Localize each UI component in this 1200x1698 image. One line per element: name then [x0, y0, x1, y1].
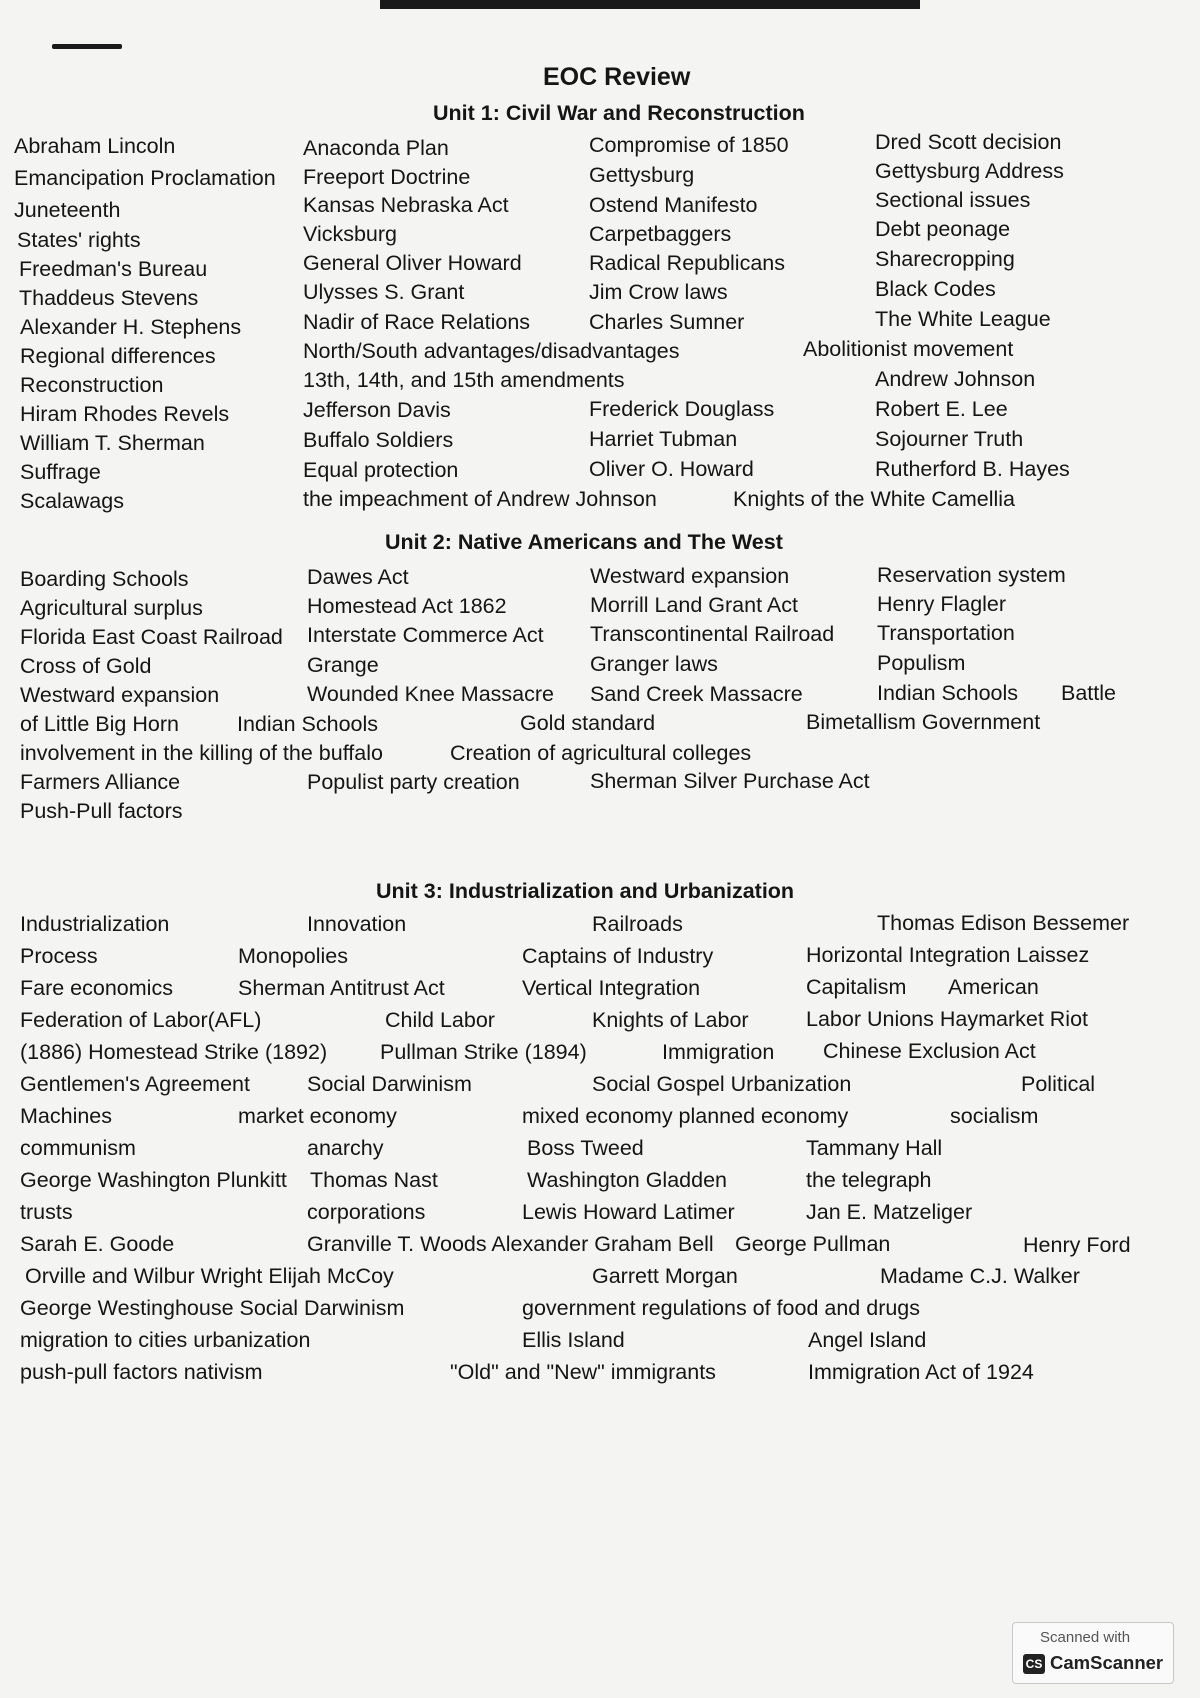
term: Pullman Strike (1894) — [380, 1040, 587, 1064]
term: Morrill Land Grant Act — [590, 593, 798, 617]
term: George Pullman — [735, 1232, 891, 1256]
term: Abolitionist movement — [803, 337, 1014, 361]
unit-heading: Unit 2: Native Americans and The West — [385, 530, 783, 554]
term: Jan E. Matzeliger — [806, 1200, 973, 1224]
term: Black Codes — [875, 277, 996, 301]
term: Political — [1021, 1072, 1096, 1096]
term: Compromise of 1850 — [589, 133, 789, 157]
term: Scalawags — [20, 489, 124, 513]
term: Knights of the White Camellia — [733, 487, 1016, 511]
term: Child Labor — [385, 1008, 495, 1032]
watermark-brand: CamScanner — [1050, 1652, 1164, 1673]
term: Thomas Edison Bessemer — [877, 911, 1130, 935]
term: involvement in the killing of the buffalo — [20, 741, 383, 765]
term: Suffrage — [20, 460, 101, 484]
term: Freedman's Bureau — [19, 257, 208, 281]
term: Carpetbaggers — [589, 222, 732, 246]
term: Cross of Gold — [20, 654, 152, 678]
term: Gettysburg Address — [875, 159, 1064, 183]
term: Captains of Industry — [522, 944, 714, 968]
term: Jim Crow laws — [589, 280, 728, 304]
term: Buffalo Soldiers — [303, 428, 454, 452]
term: Horizontal Integration Laissez — [806, 943, 1090, 967]
term: Granville T. Woods Alexander Graham Bell — [307, 1232, 714, 1256]
term: Sojourner Truth — [875, 427, 1024, 451]
term: Henry Flagler — [877, 592, 1007, 616]
term: Jefferson Davis — [303, 398, 451, 422]
term: Ostend Manifesto — [589, 193, 758, 217]
term: the impeachment of Andrew Johnson — [303, 487, 657, 511]
term: migration to cities urbanization — [20, 1328, 311, 1352]
camscanner-watermark — [1012, 1622, 1174, 1684]
term: Ulysses S. Grant — [303, 280, 465, 304]
term: Debt peonage — [875, 217, 1011, 241]
term: Knights of Labor — [592, 1008, 749, 1032]
term: Westward expansion — [590, 564, 790, 588]
term: Battle — [1061, 681, 1116, 705]
camscanner-logo-icon: CS — [1023, 1654, 1045, 1674]
term: Industrialization — [20, 912, 170, 936]
term: Sarah E. Goode — [20, 1232, 175, 1256]
term: Robert E. Lee — [875, 397, 1008, 421]
term: North/South advantages/disadvantages — [303, 339, 680, 363]
term: market economy — [238, 1104, 397, 1128]
term: Angel Island — [808, 1328, 927, 1352]
term: Immigration Act of 1924 — [808, 1360, 1034, 1384]
term: Indian Schools — [237, 712, 379, 736]
term: government regulations of food and drugs — [522, 1296, 921, 1320]
term: Sectional issues — [875, 188, 1031, 212]
scan-top-edge — [380, 0, 920, 9]
term: Thomas Nast — [310, 1168, 438, 1192]
term: 13th, 14th, and 15th amendments — [303, 368, 625, 392]
term: Grange — [307, 653, 379, 677]
term: Hiram Rhodes Revels — [20, 402, 230, 426]
term: Dred Scott decision — [875, 130, 1062, 154]
term: Thaddeus Stevens — [19, 286, 199, 310]
term: Interstate Commerce Act — [307, 623, 544, 647]
term: Sherman Silver Purchase Act — [590, 769, 870, 793]
term: corporations — [307, 1200, 426, 1224]
term: Indian Schools — [877, 681, 1019, 705]
term: Nadir of Race Relations — [303, 310, 531, 334]
term: Boss Tweed — [527, 1136, 644, 1160]
term: Farmers Alliance — [20, 770, 181, 794]
term: Homestead Act 1862 — [307, 594, 507, 618]
term: Westward expansion — [20, 683, 220, 707]
term: Process — [20, 944, 98, 968]
term: of Little Big Horn — [20, 712, 179, 736]
term: Monopolies — [238, 944, 348, 968]
term: Tammany Hall — [806, 1136, 943, 1160]
term: Garrett Morgan — [592, 1264, 738, 1288]
term: Labor Unions Haymarket Riot — [806, 1007, 1089, 1031]
term: (1886) Homestead Strike (1892) — [20, 1040, 328, 1064]
term: Railroads — [592, 912, 683, 936]
term: Anaconda Plan — [303, 136, 449, 160]
term: Reservation system — [877, 563, 1066, 587]
term: Gentlemen's Agreement — [20, 1072, 250, 1096]
term: Granger laws — [590, 652, 718, 676]
term: Creation of agricultural colleges — [450, 741, 752, 765]
term: Abraham Lincoln — [14, 134, 176, 158]
term: Henry Ford — [1023, 1233, 1131, 1257]
term: Immigration — [662, 1040, 775, 1064]
term: Transcontinental Railroad — [590, 622, 835, 646]
term: Capitalism — [806, 975, 907, 999]
term: General Oliver Howard — [303, 251, 522, 275]
term: Machines — [20, 1104, 113, 1128]
term: Bimetallism Government — [806, 710, 1041, 734]
term: Frederick Douglass — [589, 397, 775, 421]
term: Push-Pull factors — [20, 799, 183, 823]
term: Sand Creek Massacre — [590, 682, 803, 706]
term: mixed economy planned economy — [522, 1104, 849, 1128]
term: Vertical Integration — [522, 976, 701, 1000]
term: Kansas Nebraska Act — [303, 193, 509, 217]
term: Harriet Tubman — [589, 427, 738, 451]
unit-heading: Unit 1: Civil War and Reconstruction — [433, 101, 805, 125]
term: Populism — [877, 651, 966, 675]
term: Innovation — [307, 912, 407, 936]
term: Freeport Doctrine — [303, 165, 471, 189]
unit-heading: Unit 3: Industrialization and Urbanization — [376, 879, 795, 903]
term: Wounded Knee Massacre — [307, 682, 554, 706]
term: Emancipation Proclamation — [14, 166, 276, 190]
term: Agricultural surplus — [20, 596, 203, 620]
term: Transportation — [877, 621, 1015, 645]
term: George Washington Plunkitt — [20, 1168, 287, 1192]
term: Madame C.J. Walker — [880, 1264, 1080, 1288]
term: Radical Republicans — [589, 251, 785, 275]
watermark-caption: Scanned with — [1040, 1629, 1131, 1646]
term: Chinese Exclusion Act — [823, 1039, 1036, 1063]
term: Rutherford B. Hayes — [875, 457, 1070, 481]
pen-mark — [52, 44, 122, 49]
term: Reconstruction — [20, 373, 164, 397]
term: Andrew Johnson — [875, 367, 1036, 391]
term: Federation of Labor(AFL) — [20, 1008, 262, 1032]
term: Gold standard — [520, 711, 656, 735]
term: the telegraph — [806, 1168, 932, 1192]
term: Washington Gladden — [527, 1168, 727, 1192]
term: States' rights — [17, 228, 141, 252]
term: "Old" and "New" immigrants — [450, 1360, 716, 1384]
term: socialism — [950, 1104, 1039, 1128]
term: trusts — [20, 1200, 73, 1224]
term: The White League — [875, 307, 1051, 331]
term: Fare economics — [20, 976, 173, 1000]
term: Regional differences — [20, 344, 216, 368]
term: Social Darwinism — [307, 1072, 472, 1096]
term: communism — [20, 1136, 136, 1160]
term: Gettysburg — [589, 163, 695, 187]
term: Juneteenth — [14, 198, 121, 222]
term: Florida East Coast Railroad — [20, 625, 283, 649]
term: Orville and Wilbur Wright Elijah McCoy — [25, 1264, 394, 1288]
term: Populist party creation — [307, 770, 520, 794]
term: Equal protection — [303, 458, 459, 482]
term: Lewis Howard Latimer — [522, 1200, 735, 1224]
term: Social Gospel Urbanization — [592, 1072, 852, 1096]
term: American — [948, 975, 1039, 999]
term: Oliver O. Howard — [589, 457, 754, 481]
term: anarchy — [307, 1136, 384, 1160]
term: Charles Sumner — [589, 310, 745, 334]
term: Sharecropping — [875, 247, 1015, 271]
term: Vicksburg — [303, 222, 398, 246]
term: Boarding Schools — [20, 567, 189, 591]
term: Dawes Act — [307, 565, 409, 589]
term: William T. Sherman — [20, 431, 205, 455]
page-title: EOC Review — [543, 63, 691, 91]
term: Alexander H. Stephens — [20, 315, 242, 339]
term: George Westinghouse Social Darwinism — [20, 1296, 405, 1320]
term: push-pull factors nativism — [20, 1360, 263, 1384]
term: Ellis Island — [522, 1328, 625, 1352]
term: Sherman Antitrust Act — [238, 976, 445, 1000]
